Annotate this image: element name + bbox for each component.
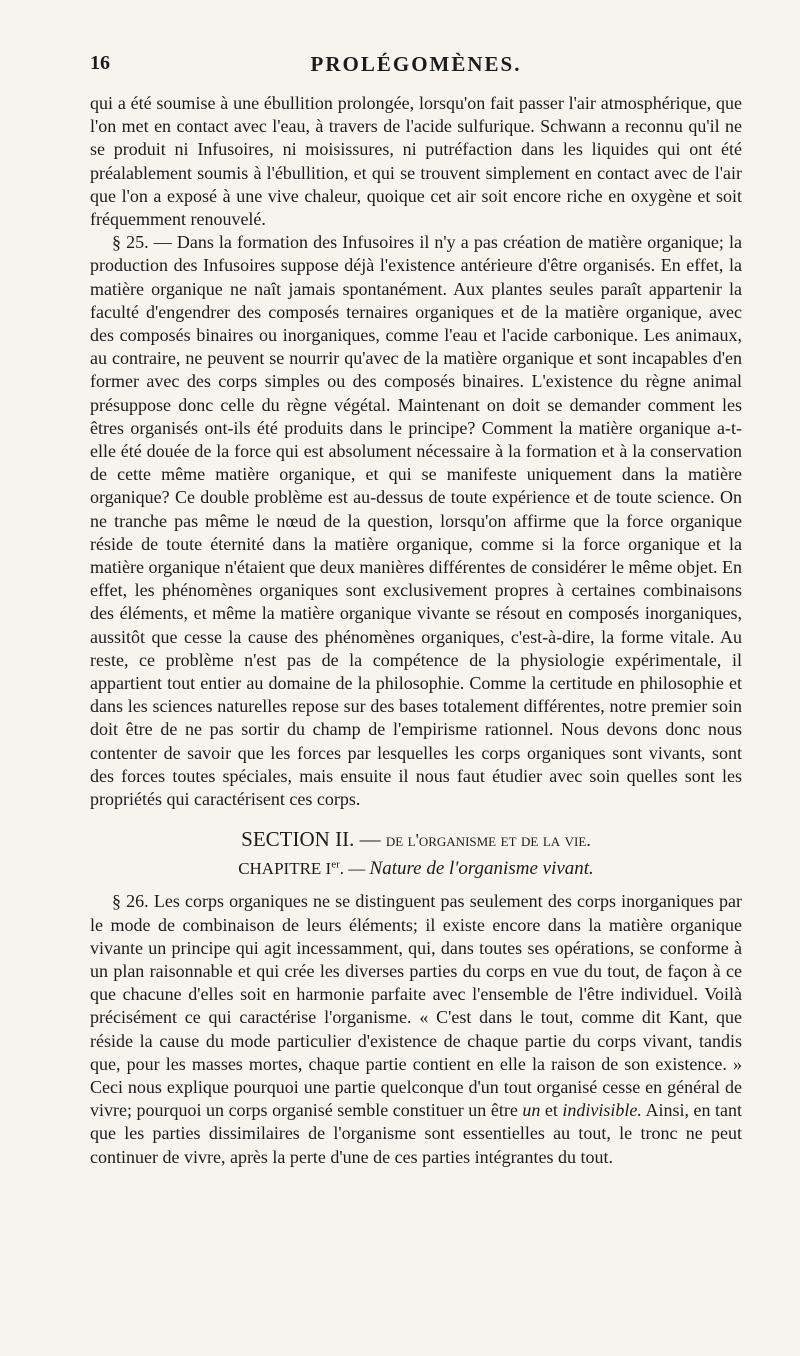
running-title: PROLÉGOMÈNES. [310,52,522,76]
section-label: SECTION II. [241,827,355,852]
chapter-label: CHAPITRE I [238,859,332,879]
p3-text-middle: et [544,1100,558,1121]
paragraph-1: qui a été soumise à une ébullition prolongée, lorsqu'on fait passer l'air atmosphérique, que l'on met en contact avec l'eau, à travers de l'acide sulfurique. Schwann a reconnu qu'il ne se produit ni Infusoires, ni moisissures, ni putréfaction dans les liquides qui ont été préalablement soumis à l'ébullition, et qui se trouvent simplement en contact avec de l'air que l'on a exposé à une vive chaleur, quoique cet air soit encore riche en oxygène et soit fréquemment renouvelé. [90,93,742,230]
p3-text-start: § 26. Les corps organiques ne se distinguent pas seulement des corps inorganiques par le mode de combinaison de leurs éléments; il existe encore dans la matière organique vivante un principe qui agit incessamment, qui, dans toutes ses opérations, se conforme à un plan raisonnable et qui crée les diverses parties du corps en vue du tout, de façon à ce que chacune d'elles soit en harmonie parfaite avec l'ensemble de l'être individuel. Voilà précisément ce qui caractérise l'organisme. « C'est dans le tout, comme dit Kant, que réside la cause du mode particulier d'existence de chaque partie du corps vivant, tandis que, pour les masses mortes, chaque partie contient en elle la raison de son existence. » Ceci nous explique pourquoi une partie quelconque d'un tout organisé cesse en général de vivre; pourquoi un corps organisé semble constituer un être [90,891,742,1121]
chapter-dash: . — [339,859,366,879]
page-number: 16 [90,52,110,74]
chapter-label-sup: er [331,858,340,871]
section-dash: — [359,827,381,852]
section-title-text: de l'organisme et de la vie. [385,830,591,851]
chapter-title-text: Nature de l'organisme vivant. [369,858,594,880]
paragraph-section-26 [90,890,742,1168]
chapter-heading [90,858,742,880]
p3-italic-un: un [522,1100,541,1121]
p3-text-end: Ainsi, en tant que les parties dissimilaires de l'organisme sont essentielles au tout, le tronc ne peut continuer de vivre, après la perte d'une de ces parties intégrantes du tout. [90,1100,742,1167]
page-header [90,52,742,86]
section-heading [90,827,742,852]
p3-italic-indivisible: indivisible. [562,1100,642,1121]
paragraph-section-25: § 25. — Dans la formation des Infusoires il n'y a pas création de matière organique; la production des Infusoires suppose déjà l'existence antérieure d'être organisés. En effet, la matière organique ne naît jamais spontanément. Aux plantes seules paraît appartenir la faculté d'engendrer des composés ternaires organiques et de la matière organique, avec des composés binaires ou inorganiques, comme l'eau et l'acide carbonique. Les animaux, au contraire, ne peuvent se nourrir qu'avec de la matière organique et sont incapables d'en former avec des corps simples ou des composés binaires. L'existence du règne animal présuppose donc celle du règne végétal. Maintenant on doit se demander comment les êtres organisés ont-ils été produits dans le principe? Comment la matière organique a-t-elle été douée de la force qui est absolument nécessaire à la formation et à la conservation de cette même matière organique, et qui se manifeste uniquement dans la matière organique? Ce double problème est au-dessus de toute expérience et de toute science. On ne tranche pas même le nœud de la question, lorsqu'on affirme que la force organique réside de toute éternité dans la matière organique, comme si la force organique et la matière organique n'étaient que deux manières différentes de considérer le même objet. En effet, les phénomènes organiques sont exclusivement propres à certaines combinaisons des éléments, et même la matière organique vivante se résout en composés inorganiques, aussitôt que cesse la cause des phénomènes organiques, c'est-à-dire, la forme vitale. Au reste, ce problème n'est pas de la compétence de la physiologie expérimentale, il appartient tout entier au domaine de la philosophie. Comme la certitude en philosophie et dans les sciences naturelles repose sur des bases totalement différentes, notre premier soin doit être de ne pas sortir du champ de l'empirisme rationnel. Nous devons donc nous contenter de savoir que les forces par lesquelles les corps organiques sont vivants, sont des forces toutes spéciales, mais ensuite il nous faut étudier avec soin quelles sont les propriétés qui caractérisent ces corps. [90,232,742,810]
